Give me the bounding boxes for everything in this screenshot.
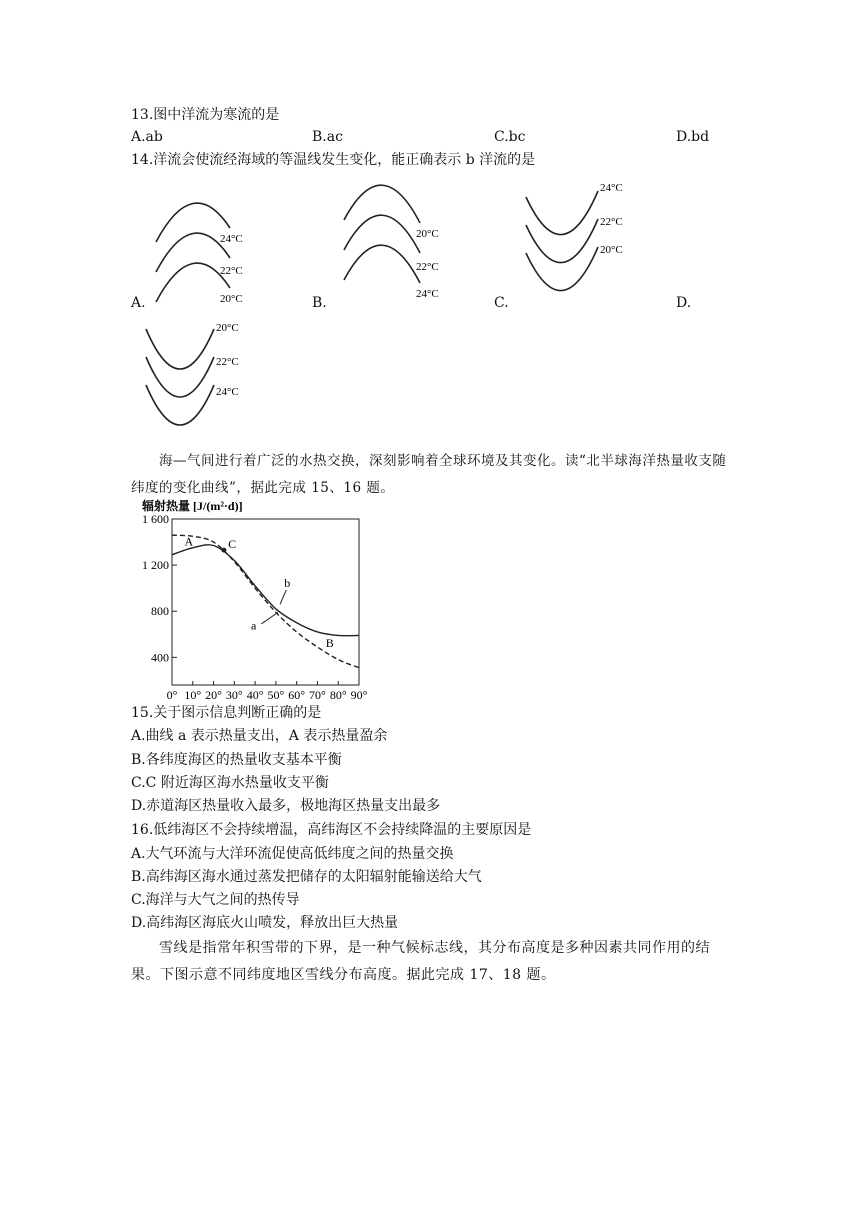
annotation-a-arrow [261,612,278,624]
q16-option-d: D.高纬海区海底火山喷发，释放出巨大热量 [131,915,399,931]
isotherm-diagram-a [150,180,260,305]
iso-c-label-1: 24°C [600,182,623,194]
question-16-stem: 16.低纬海区不会持续增温，高纬海区不会持续降温的主要原因是 [131,822,532,838]
iso-b-label-3: 24°C [416,288,439,300]
annotation-A: A [184,534,194,549]
iso-b-label-2: 22°C [416,261,439,273]
q15-option-c: C.C 附近海区海水热量收支平衡 [131,775,329,791]
x-tick-label-3: 30° [225,688,243,700]
x-tick-label-9: 90° [350,688,368,700]
x-tick-label-5: 50° [267,688,285,700]
iso-a-label-3: 20°C [220,293,243,305]
y-tick-label-2: 800 [151,604,169,619]
y-tick-label-3: 400 [151,650,169,665]
iso-d-label-3: 24°C [216,386,239,398]
x-tick-label-6: 60° [288,688,306,700]
y-tick-label-0: 1 600 [142,512,169,526]
series-line-b [172,545,359,636]
x-tick-label-0: 0° [166,688,178,700]
isotherm-diagram-d [140,315,260,445]
q14-label-d: D. [676,295,692,311]
x-tick-label-1: 10° [184,688,202,700]
iso-d-label-2: 22°C [216,356,239,368]
annotation-B: B [325,635,334,650]
intro-17-18: 雪线是指常年积雪带的下界，是一种气候标志线，其分布高度是多种因素共同作用的结果。下图示意不同纬度地区雪线分布高度。据此完成 17、18 题。 [131,940,710,983]
q15-option-a: A.曲线 a 表示热量支出，A 表示热量盈余 [131,728,388,744]
q15-option-d: D.赤道海区热量收入最多，极地海区热量支出最多 [131,798,441,814]
q13-option-a: A.ab [131,129,163,145]
x-tick-label-7: 70° [309,688,326,700]
q13-option-d: D.bd [676,129,710,145]
annotation-b: b [284,576,291,591]
x-tick-label-4: 40° [246,688,264,700]
annotation-a: a [250,618,257,633]
annotation-b-arrow [280,590,286,604]
q15-option-b: B.各纬度海区的热量收支基本平衡 [131,752,342,768]
plot-frame [172,519,359,685]
annotation-C: C [228,536,237,551]
question-14-stem: 14.洋流会使流经海域的等温线发生变化，能正确表示 b 洋流的是 [131,152,536,168]
iso-c-label-3: 20°C [600,244,623,256]
intro-15-16: 海—气间进行着广泛的水热交换，深刻影响着全球环境及其变化。读“北半球海洋热量收支随纬度的变化曲线”，据此完成 15、16 题。 [131,453,727,496]
q14-label-b: B. [312,295,327,311]
isotherm-diagram-b [338,175,458,305]
q16-option-a: A.大气环流与大洋环流促使高低纬度之间的热量交换 [131,846,454,862]
iso-a-label-2: 22°C [220,265,243,277]
q13-option-b: B.ac [312,129,343,145]
chart-ylabel: 辐射热量 [J/(m²·d)] [142,499,243,513]
q13-option-c: C.bc [494,129,526,145]
iso-b-label-1: 20°C [416,228,439,240]
annotation-C-point [221,548,226,553]
q16-option-b: B.高纬海区海水通过蒸发把储存的太阳辐射能输送给大气 [131,869,482,885]
x-tick-label-8: 80° [329,688,347,700]
iso-d-label-1: 20°C [216,322,239,334]
question-13-stem: 13.图中洋流为寒流的是 [131,107,280,123]
isotherm-diagram-c [520,175,650,305]
x-tick-label-2: 20° [205,688,222,700]
heat-budget-chart [120,495,380,700]
y-tick-label-1: 1 200 [142,558,169,573]
iso-a-label-1: 24°C [220,233,243,245]
question-15-stem: 15.关于图示信息判断正确的是 [131,705,322,721]
q16-option-c: C.海洋与大气之间的热传导 [131,892,300,908]
q14-label-a: A. [131,295,146,311]
q14-label-c: C. [494,295,509,311]
iso-c-label-2: 22°C [600,216,623,228]
